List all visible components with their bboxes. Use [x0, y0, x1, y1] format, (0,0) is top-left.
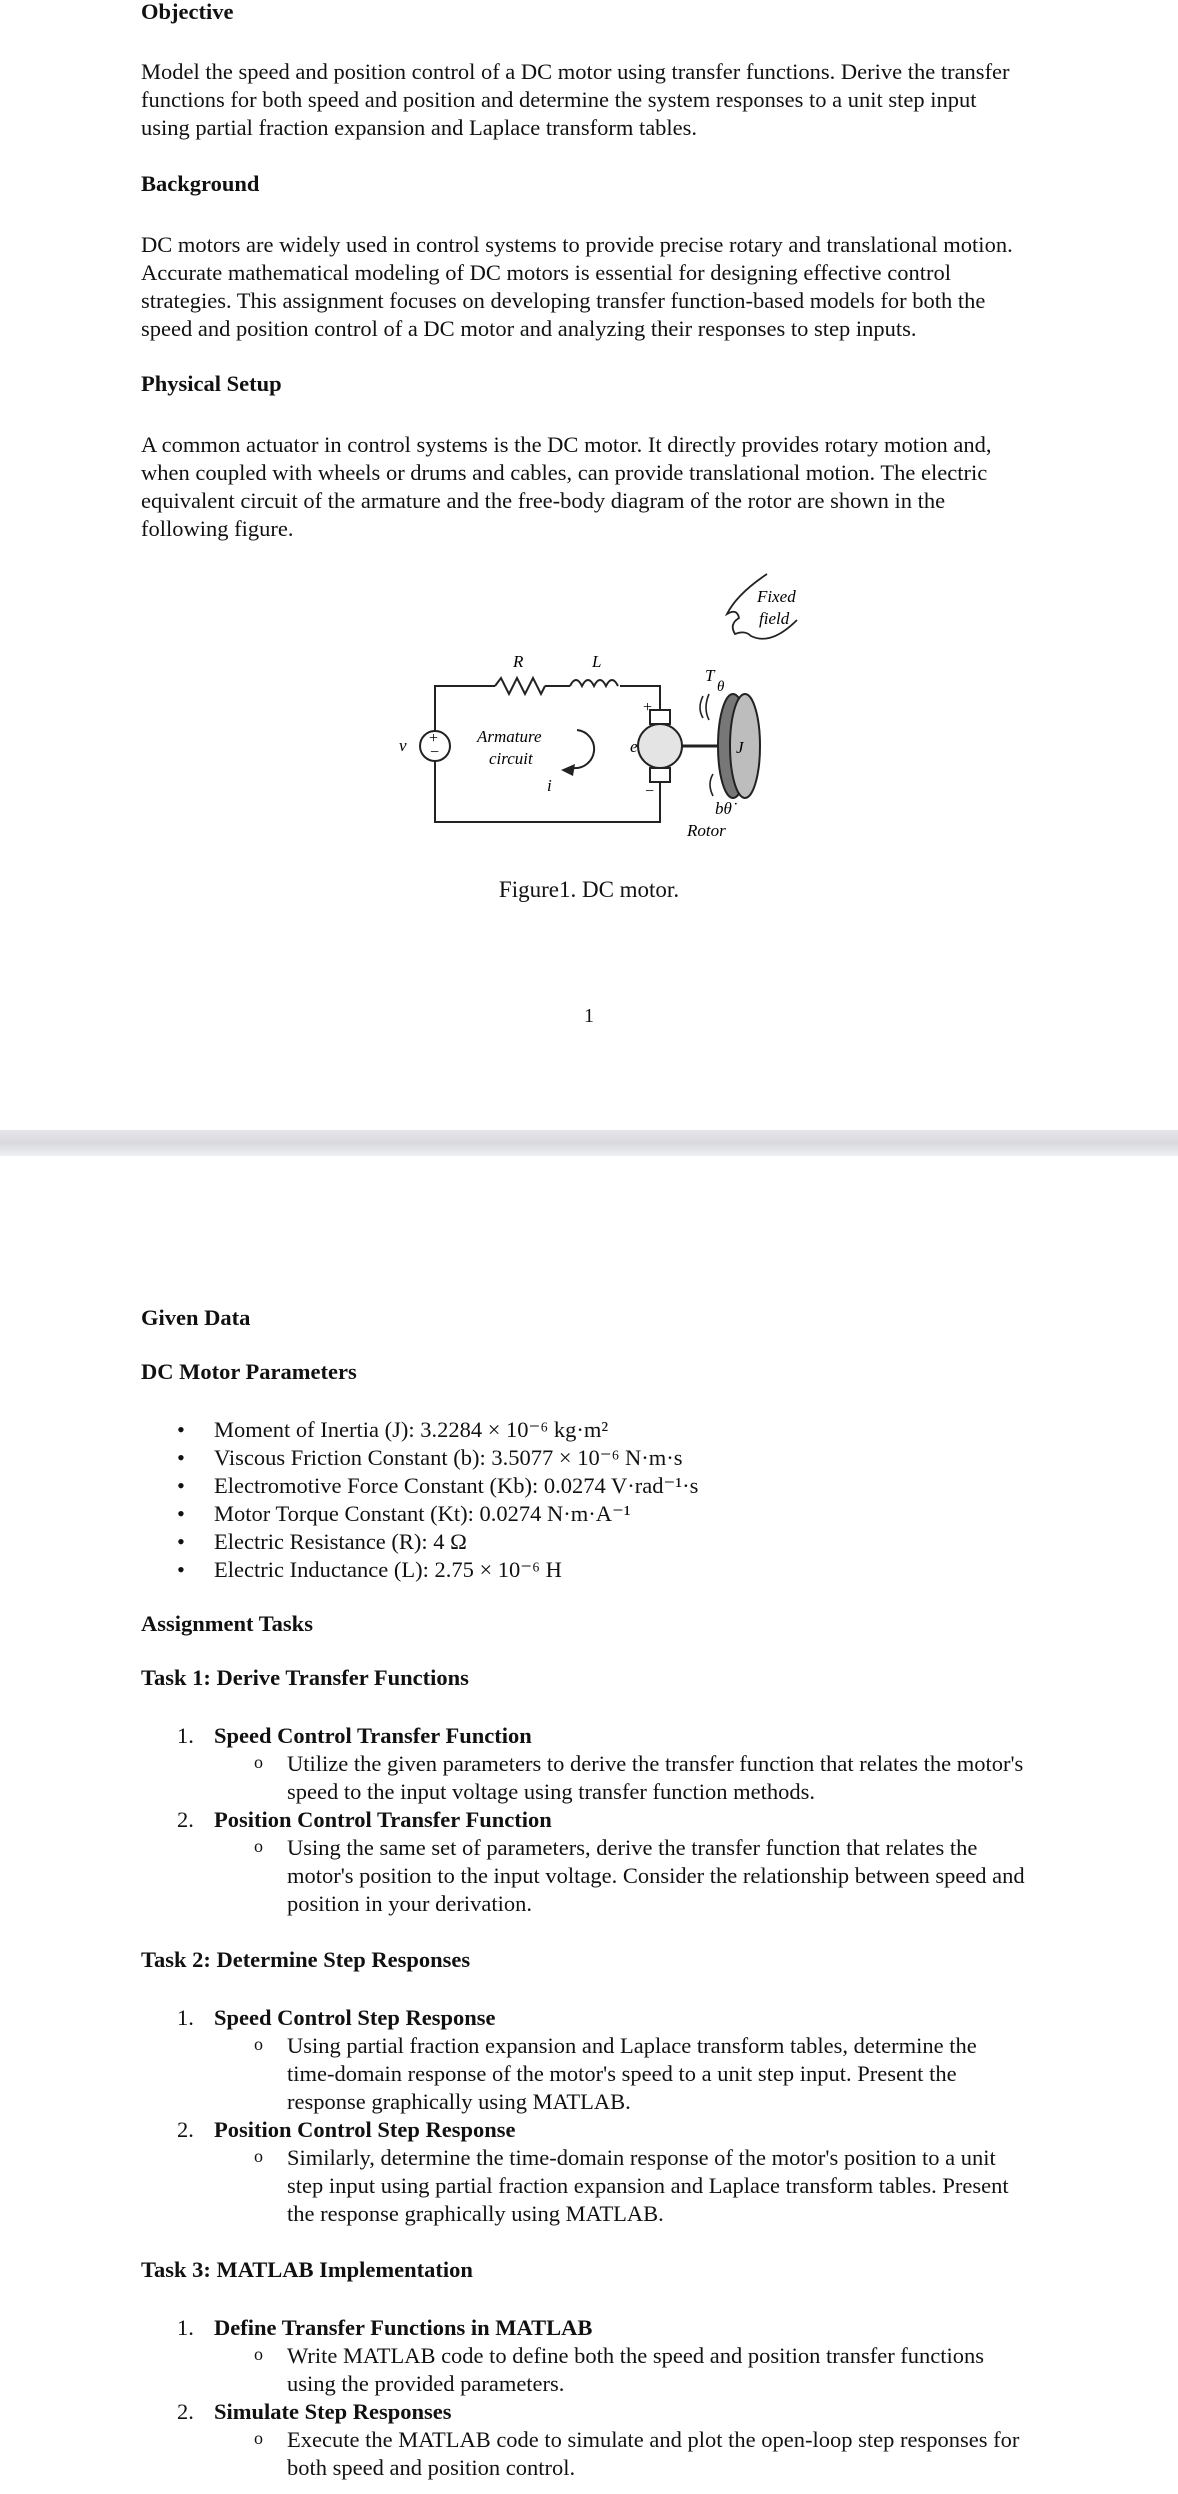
motor-plus: + [643, 699, 653, 716]
list-item [141, 2116, 1091, 2228]
background-line: speed and position control of a DC motor and analyzing their responses to step inputs. [141, 316, 917, 341]
source-minus: − [430, 744, 440, 761]
sub-item-line: both speed and position control. [287, 2455, 576, 2480]
sub-item-line: using the provided parameters. [287, 2371, 565, 2396]
page-number: 1 [584, 1005, 594, 1027]
physical-setup-line: A common actuator in control systems is the DC motor. It directly provides rotary motion and, [141, 432, 992, 457]
item-title: Speed Control Transfer Function [214, 1723, 532, 1748]
objective-paragraph [141, 58, 1091, 142]
given-data-heading: Given Data [141, 1305, 251, 1330]
background-paragraph [141, 231, 1091, 343]
sub-item-line: o Execute the MATLAB code to simulate and plot the open-loop step responses for [287, 2427, 1020, 2452]
armature-label: Armature [477, 727, 542, 746]
item-title: Position Control Transfer Function [214, 1807, 552, 1832]
list-item: • Electromotive Force Constant (Kb): 0.0274 V·rad⁻¹·s [141, 1472, 1091, 1500]
fixed-field-symbol [727, 574, 797, 639]
objective-heading: Objective [141, 0, 234, 24]
sub-item-line: time-domain response of the motor's speed to a unit step input. Present the [287, 2061, 957, 2086]
motor-minus: − [645, 783, 655, 800]
list-item: • Viscous Friction Constant (b): 3.5077 × 10⁻⁶ N·m·s [141, 1444, 1091, 1472]
friction-label: bθ̇ [715, 799, 732, 818]
document-page-1 [0, 0, 1178, 1130]
torque-label: T [705, 666, 715, 685]
dc-motor-figure [395, 560, 865, 860]
sub-item-line: speed to the input voltage using transfer function methods. [287, 1779, 816, 1804]
sub-item [214, 1750, 1091, 1806]
list-item: • Motor Torque Constant (Kt): 0.0274 N·m·A⁻¹ [141, 1500, 1091, 1528]
background-line: DC motors are widely used in control systems to provide precise rotary and translational motion. [141, 232, 1013, 257]
background-line: strategies. This assignment focuses on developing transfer function-based models for both the [141, 288, 986, 313]
item-number: 2. [177, 2399, 194, 2424]
fixed-field-label-2: field [759, 609, 790, 628]
background-line: Accurate mathematical modeling of DC motors is essential for designing effective control [141, 260, 951, 285]
sub-item-line: the response graphically using MATLAB. [287, 2201, 664, 2226]
item-number: 1. [177, 1723, 194, 1748]
rotor-label: Rotor [687, 821, 726, 840]
list-item [141, 2398, 1091, 2482]
task3-heading: Task 3: MATLAB Implementation [141, 2257, 473, 2282]
circuit-label: circuit [489, 749, 533, 768]
page-separator [0, 1130, 1178, 1156]
sub-item [214, 1834, 1091, 1918]
sub-item-line: step input using partial fraction expansion and Laplace transform tables. Present [287, 2173, 1009, 2198]
assignment-tasks-heading: Assignment Tasks [141, 1611, 313, 1636]
physical-setup-heading: Physical Setup [141, 371, 282, 396]
sub-item-line: motor's position to the input voltage. Consider the relationship between speed and [287, 1863, 1025, 1888]
fixed-field-label-1: Fixed [757, 587, 796, 606]
objective-line: Model the speed and position control of a DC motor using transfer functions. Derive the transfer [141, 59, 1010, 84]
physical-setup-line: equivalent circuit of the armature and the free-body diagram of the rotor are shown in the [141, 488, 946, 513]
physical-setup-line: when coupled with wheels or drums and cables, can provide translational motion. The electric [141, 460, 988, 485]
current-label: i [547, 776, 552, 795]
task1-list [141, 1722, 1091, 1918]
physical-setup-paragraph [141, 431, 1091, 543]
item-number: 1. [177, 2315, 194, 2340]
task1-heading: Task 1: Derive Transfer Functions [141, 1665, 469, 1690]
voltage-label: v [399, 736, 407, 755]
motor-symbol [638, 724, 682, 768]
list-item: • Electric Inductance (L): 2.75 × 10⁻⁶ H [141, 1556, 1091, 1584]
list-item: • Moment of Inertia (J): 3.2284 × 10⁻⁶ kg·m² [141, 1416, 1091, 1444]
objective-line: functions for both speed and position and determine the system responses to a unit step input [141, 87, 977, 112]
sub-item-line: response graphically using MATLAB. [287, 2089, 631, 2114]
item-title: Simulate Step Responses [214, 2399, 452, 2424]
inductor-label: L [592, 652, 602, 671]
sub-item-line: o Using partial fraction expansion and Laplace transform tables, determine the [287, 2033, 977, 2058]
task2-list [141, 2004, 1091, 2228]
theta-label: θ [717, 679, 725, 695]
sub-item [214, 2144, 1091, 2228]
sub-item [214, 2032, 1091, 2116]
document-page-2 [0, 1156, 1178, 2494]
source-plus: + [429, 730, 439, 747]
item-number: 2. [177, 2117, 194, 2142]
sub-item-line: position in your derivation. [287, 1891, 532, 1916]
objective-line: using partial fraction expansion and Laplace transform tables. [141, 115, 698, 140]
task2-heading: Task 2: Determine Step Responses [141, 1947, 471, 1972]
item-number: 1. [177, 2005, 194, 2030]
item-title: Speed Control Step Response [214, 2005, 496, 2030]
inertia-label: J [736, 738, 744, 757]
item-number: 2. [177, 1807, 194, 1832]
resistor-label: R [513, 652, 524, 671]
list-item [141, 1722, 1091, 1806]
task3-list [141, 2314, 1091, 2482]
item-title: Define Transfer Functions in MATLAB [214, 2315, 593, 2340]
sub-item [214, 2342, 1091, 2398]
dc-motor-parameters-heading: DC Motor Parameters [141, 1359, 357, 1384]
sub-item-line: o Utilize the given parameters to derive the transfer function that relates the motor's [287, 1751, 1024, 1776]
parameter-list [141, 1416, 1091, 1584]
sub-item-line: o Similarly, determine the time-domain response of the motor's position to a unit [287, 2145, 996, 2170]
list-item [141, 2314, 1091, 2398]
circuit-loop [435, 686, 660, 822]
emf-label: e [630, 737, 638, 756]
physical-setup-line: following figure. [141, 516, 294, 541]
figure-caption: Figure1. DC motor. [498, 877, 680, 902]
list-item [141, 2004, 1091, 2116]
sub-item-line: o Using the same set of parameters, derive the transfer function that relates the [287, 1835, 978, 1860]
item-title: Position Control Step Response [214, 2117, 516, 2142]
current-arrow [573, 730, 594, 768]
sub-item-line: o Write MATLAB code to define both the speed and position transfer functions [287, 2343, 985, 2368]
list-item: • Electric Resistance (R): 4 Ω [141, 1528, 1091, 1556]
background-heading: Background [141, 171, 260, 196]
sub-item [214, 2426, 1091, 2482]
list-item [141, 1806, 1091, 1918]
